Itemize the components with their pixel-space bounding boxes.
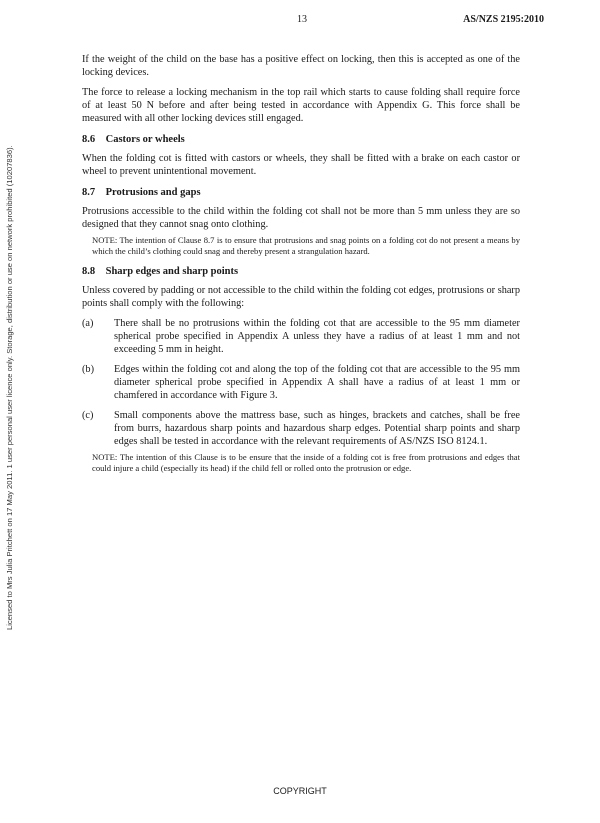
- standard-reference: AS/NZS 2195:2010: [463, 14, 544, 25]
- page-number: 13: [297, 14, 307, 25]
- licence-notice: Licensed to Mrs Julia Pritchett on 17 May 2011. 1 user personal user licence only. Storage, distribution or use on network prohibited (10207836).: [5, 145, 14, 630]
- section-8-8-heading: [82, 265, 520, 278]
- section-number: 8.6: [82, 134, 96, 145]
- intro-paragraph-2: The force to release a locking mechanism in the top rail which starts to cause folding shall require force of at least 50 N before and after being tested in accordance with Appendix G. This force shall be measured with all other locking devices still engaged.: [82, 87, 520, 124]
- section-8-6-paragraph: When the folding cot is fitted with castors or wheels, they shall be fitted with a brake on each castor or wheel to prevent unintentional movement.: [82, 153, 520, 177]
- footer-copyright: COPYRIGHT: [273, 786, 327, 796]
- section-8-7-note: NOTE: The intention of Clause 8.7 is to ensure that protrusions and snag points on a folding cot do not present a means by which the child’s clothing could snag and thereby present a strangulation hazard.: [92, 235, 520, 256]
- intro-paragraph-1: If the weight of the child on the base has a positive effect on locking, then this is accepted as one of the locking devices.: [82, 54, 520, 78]
- list-text: Edges within the folding cot and along the top of the folding cot that are accessible to the 95 mm diameter spherical probe specified in Appendix A shall have a radius of at least 1 mm or chamfered in accordance with Figure 3.: [114, 364, 520, 401]
- section-8-7-heading: [82, 186, 520, 199]
- page-content: [82, 53, 520, 482]
- list-item-a: [82, 317, 520, 356]
- list-item-c: [82, 409, 520, 448]
- section-8-6-heading: [82, 133, 520, 146]
- section-title: Protrusions and gaps: [105, 187, 201, 198]
- section-8-7-paragraph: Protrusions accessible to the child within the folding cot shall not be more than 5 mm unless they are so designed that they cannot snag onto clothing.: [82, 206, 520, 230]
- section-8-8-paragraph: Unless covered by padding or not accessible to the child within the folding cot edges, protrusions or sharp points shall comply with the following:: [82, 285, 520, 309]
- section-number: 8.7: [82, 187, 96, 198]
- list-marker: (c): [82, 410, 94, 421]
- list-marker: (b): [82, 364, 95, 375]
- section-title: Sharp edges and sharp points: [105, 266, 239, 277]
- list-text: Small components above the mattress base, such as hinges, brackets and catches, shall be free from burrs, hazardous sharp points and hazardous sharp edges. Potential sharp points and sharp edges shall be tested in accordance with the relevant requirements of AS/NZS ISO 8124.1.: [114, 410, 520, 447]
- section-title: Castors or wheels: [105, 134, 185, 145]
- list-item-b: [82, 363, 520, 402]
- list-text: There shall be no protrusions within the folding cot that are accessible to the 95 mm diameter spherical probe specified in Appendix A unless they have a radius of at least 1 mm and not exceeding 5 mm in height.: [114, 318, 520, 355]
- section-8-8-note: NOTE: The intention of this Clause is to be ensure that the inside of a folding cot is free from protrusions and edges that could injure a child (especially its head) if the child fell or rolled onto the protrusion or edge.: [92, 452, 520, 473]
- list-marker: (a): [82, 318, 94, 329]
- section-number: 8.8: [82, 266, 96, 277]
